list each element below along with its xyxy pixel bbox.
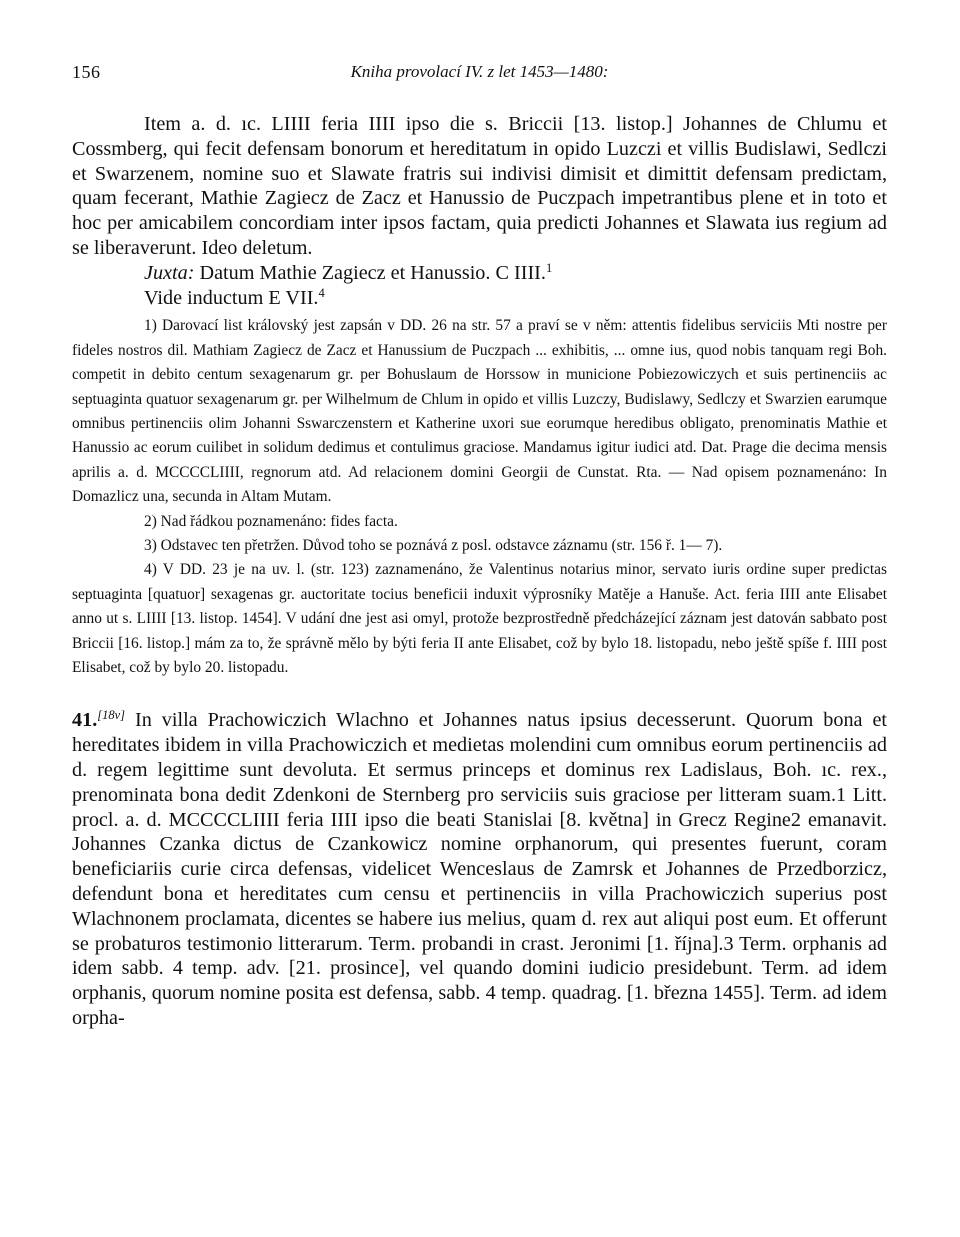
vide-footnote-ref: 4 xyxy=(318,285,325,300)
juxta-label: Juxta: xyxy=(144,261,195,284)
vide-text: Vide inductum E VII. xyxy=(144,286,319,309)
footnote-3: 3) Odstavec ten přetržen. Důvod toho se poznává z posl. odstavce záznamu (str. 156 ř. 1— 7). xyxy=(144,537,723,555)
entry-41-paragraph xyxy=(72,708,887,1030)
juxta-text: Datum Mathie Zagiecz et Hanussio. C IIII. xyxy=(194,261,546,284)
juxta-footnote-ref: 1 xyxy=(545,260,553,275)
running-title: Kniha provolací IV. z let 1453—1480: xyxy=(350,62,609,81)
entry-41-text: In villa Prachowiczich Wlachno et Johannes natus ipsius decesserunt. Quorum bona et hereditates ibidem in villa Prachowiczich et medietas molendini cum omnibus eorum pertinenciis ad d. regem legittime sunt devoluta. Et sermus princeps et dominus rex Ladislaus, Boh. ıc. rex., prenominata bona dedit Zdenkoni de Sternberg pro serviciis suis graciose per litteram suam.1 Litt. procl. a. d. MCCCCLIIII feria IIII ipso die beati Stanislai [8. května] in Grecz Regine2 emanavit. Johannes Czanka dictus de Czankowicz nomine orphanorum, qui presentes fuerunt, coram beneficiariis curie circa defensas, videlicet Wenceslaus de Zamrsk et Johannes de Przedborzicz, defendunt bona et hereditates cum censu et pertinenciis in villa Prachowiczich superius post Wlachnonem proclamata, dicentes se habere ius melius, quam d. rex aut aliqui post eum. Et offerunt se probaturos testimonio litterarum. Term. probandi in crast. Jeronimi [1. října].3 Term. orphanis ad idem sabb. 4 temp. adv. [21. prosince], vel quando domini iudicio presidebunt. Term. ad idem orphanis, quorum nomine posita est defensa, sabb. 4 temp. quadrag. [1. března 1455]. Term. ad idem orpha- xyxy=(72,709,888,1030)
vide-line xyxy=(72,286,887,311)
folio-mark: [18v] xyxy=(97,708,126,723)
entry-40-paragraph: Item a. d. ıc. LIIII feria IIII ipso die s. Briccii [13. listop.] Johannes de Chlumu et Cossmberg, qui fecit defensam bonorum et hereditatum in opido Luzczi et villis Budislawi, Sedlczi et Swarzenem, nomine suo et Slawate fratris sui indivisi dimisit et dimittit defensam predictam, quam fecerant, Mathie Zagiecz de Zacz et Hanussio de Puczpach impetrantibus plene et in toto et hoc per amicabilem concordiam inter ipsos factam, quia predicti Johannes et Slawata ius regium ad se liberaverunt. Ideo deletum. xyxy=(72,113,887,259)
footnote-2: 2) Nad řádkou poznamenáno: fides facta. xyxy=(144,512,398,530)
entry-number: 41. xyxy=(72,709,98,732)
juxta-line xyxy=(72,261,887,286)
footnote-4: 4) V DD. 23 je na uv. l. (str. 123) zaznamenáno, že Valentinus notarius minor, servato iuris ordine super predictas septuaginta [quatuor] sexagenas gr. auctoritate tocius beneficii induxit výprosníky Matěje a Hanuše. Act. feria IIII ante Elisabet anno ut s. LIIII [13. listop. 1454]. V udání dne jest asi omyl, protože bezprostředně předcházející záznam jest datován sabbato post Briccii [16. listop.] mám za to, že správně mělo by býti feria II ante Elisabet, což by bylo 18. listopadu, nebo ještě spíše f. IIII post Elisabet, což by bylo 20. listopadu. xyxy=(72,561,887,677)
footnote-1: 1) Darovací list královský jest zapsán v DD. 26 na str. 57 a praví se v něm: attentis fidelibus serviciis Mti nostre per fideles nostros dil. Mathiam Zagiecz de Zacz et Hanussium de Puczpach ... exhibitis, ... omne ius, quod nobis tanquam regi Boh. competit in debito centum sexagenarum gr. per Bohuslaum de Horssow in municione Pobiezowiczych et suis pertinenciis ac septuaginta quatuor sexagenarum gr. per Wilhelmum de Chlum in opido et villis Luzczy, Budislawy, Sedlczy et Swarzien earumque omnibus pertinenciis olim Johanni Sswarczenstern et Katherine uxori sue eorumque heredibus obligato, prenominatis Mathie et Hanussio ac eorum cuilibet in solidum dedimus et contulimus graciose. Mandamus igitur iudici atd. Dat. Prage die decima mensis aprilis a. d. MCCCCLIIII, regnorum atd. Ad relacionem domini Georgii de Cunstat. Rta. — Nad opisem poznamenáno: In Domazlicz una, secunda in Altam Mutam. xyxy=(72,317,887,506)
page-body xyxy=(72,112,887,1031)
footnotes xyxy=(72,314,887,680)
page-header xyxy=(72,62,887,88)
page-number: 156 xyxy=(72,62,101,82)
